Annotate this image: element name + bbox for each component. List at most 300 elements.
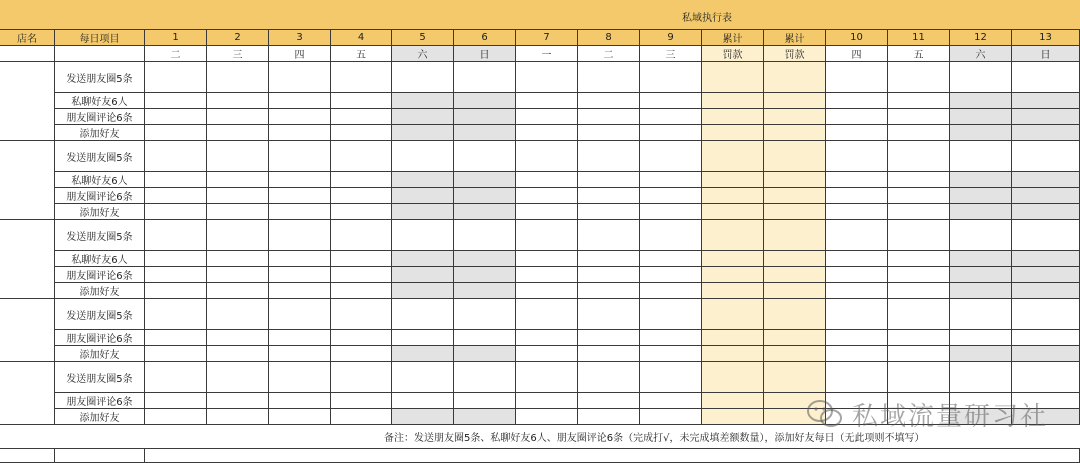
data-cell[interactable] [392,220,454,251]
column-header-4: 4 [331,30,392,46]
data-cell[interactable] [516,299,578,330]
data-cell[interactable] [702,109,764,125]
data-cell[interactable] [888,362,950,393]
data-cell[interactable] [640,125,702,141]
data-cell[interactable] [702,125,764,141]
data-cell[interactable] [578,267,640,283]
data-cell[interactable] [702,220,764,251]
data-cell[interactable] [331,62,392,93]
data-cell[interactable] [950,251,1012,267]
data-cell[interactable] [702,267,764,283]
data-cell[interactable] [392,188,454,204]
data-cell[interactable] [145,362,207,393]
data-cell[interactable] [454,330,516,346]
data-cell[interactable] [1012,204,1080,220]
data-cell[interactable] [640,188,702,204]
data-cell[interactable] [702,362,764,393]
data-cell[interactable] [454,204,516,220]
data-cell[interactable] [331,93,392,109]
data-cell[interactable] [516,141,578,172]
data-cell[interactable] [269,409,331,425]
weekday-header-3: 四 [269,46,331,62]
data-cell[interactable] [578,188,640,204]
store-name-cell-1[interactable] [0,62,55,141]
data-cell[interactable] [331,267,392,283]
data-cell[interactable] [392,409,454,425]
data-cell[interactable] [516,346,578,362]
data-cell[interactable] [516,188,578,204]
data-cell[interactable] [145,330,207,346]
data-cell[interactable] [392,204,454,220]
store-name-cell-3[interactable] [0,220,55,299]
data-cell[interactable] [145,299,207,330]
data-cell[interactable] [640,299,702,330]
data-cell[interactable] [578,141,640,172]
data-cell[interactable] [392,362,454,393]
store-name-cell-5[interactable] [0,362,55,425]
data-cell[interactable] [826,346,888,362]
data-cell[interactable] [826,141,888,172]
data-cell[interactable] [764,299,826,330]
data-cell[interactable] [454,172,516,188]
data-cell[interactable] [764,188,826,204]
data-cell[interactable] [640,283,702,299]
data-cell[interactable] [207,346,269,362]
data-cell[interactable] [454,141,516,172]
data-cell[interactable] [207,109,269,125]
sheet-title-banner [0,0,1080,30]
data-cell[interactable] [392,251,454,267]
data-cell[interactable] [640,220,702,251]
data-cell[interactable] [888,283,950,299]
data-cell[interactable] [640,393,702,409]
data-cell[interactable] [702,188,764,204]
data-cell[interactable] [826,220,888,251]
data-cell[interactable] [269,109,331,125]
data-cell[interactable] [269,93,331,109]
data-cell[interactable] [578,251,640,267]
data-cell[interactable] [826,283,888,299]
weekday-header-7: 一 [516,46,578,62]
wechat-icon [806,399,844,429]
data-cell[interactable] [207,188,269,204]
data-cell[interactable] [207,204,269,220]
data-cell[interactable] [331,330,392,346]
data-cell[interactable] [764,141,826,172]
data-cell[interactable] [269,141,331,172]
store-header: 店名 [0,30,55,46]
data-cell[interactable] [269,204,331,220]
data-cell[interactable] [578,299,640,330]
data-cell[interactable] [578,62,640,93]
data-cell[interactable] [516,109,578,125]
watermark [806,394,1048,434]
data-cell[interactable] [145,409,207,425]
data-cell[interactable] [950,204,1012,220]
data-cell[interactable] [950,109,1012,125]
data-cell[interactable] [640,251,702,267]
data-cell[interactable] [826,299,888,330]
data-cell[interactable] [454,93,516,109]
data-cell[interactable] [392,330,454,346]
data-cell[interactable] [331,141,392,172]
item-label-3-2: 私聊好友6人 [55,251,145,267]
data-cell[interactable] [269,62,331,93]
data-cell[interactable] [1012,330,1080,346]
data-cell[interactable] [331,220,392,251]
data-cell[interactable] [1012,251,1080,267]
data-cell[interactable] [207,299,269,330]
data-cell[interactable] [888,109,950,125]
data-cell[interactable] [950,62,1012,93]
data-cell[interactable] [207,362,269,393]
daily-items-header-blank [55,46,145,62]
data-cell[interactable] [888,220,950,251]
data-cell[interactable] [640,362,702,393]
data-cell[interactable] [454,125,516,141]
data-cell[interactable] [888,188,950,204]
data-cell[interactable] [764,220,826,251]
footer-cell-3[interactable] [145,449,1080,463]
data-cell[interactable] [1012,299,1080,330]
data-cell[interactable] [145,204,207,220]
data-cell[interactable] [640,109,702,125]
item-label-2-3: 朋友圈评论6条 [55,188,145,204]
data-cell[interactable] [516,125,578,141]
data-cell[interactable] [207,267,269,283]
data-cell[interactable] [331,283,392,299]
item-label-1-2: 私聊好友6人 [55,93,145,109]
data-cell[interactable] [145,267,207,283]
data-cell[interactable] [578,362,640,393]
data-cell[interactable] [269,125,331,141]
data-cell[interactable] [331,204,392,220]
data-cell[interactable] [826,251,888,267]
data-cell[interactable] [888,62,950,93]
data-cell[interactable] [516,172,578,188]
data-cell[interactable] [269,330,331,346]
data-cell[interactable] [826,62,888,93]
data-cell[interactable] [764,330,826,346]
data-cell[interactable] [578,330,640,346]
data-cell[interactable] [702,330,764,346]
data-cell[interactable] [702,141,764,172]
data-cell[interactable] [702,393,764,409]
data-cell[interactable] [454,251,516,267]
data-cell[interactable] [640,409,702,425]
data-cell[interactable] [578,93,640,109]
data-cell[interactable] [145,220,207,251]
data-cell[interactable] [950,299,1012,330]
data-cell[interactable] [454,283,516,299]
data-cell[interactable] [640,172,702,188]
data-cell[interactable] [950,172,1012,188]
data-cell[interactable] [392,267,454,283]
data-cell[interactable] [826,125,888,141]
data-cell[interactable] [1012,188,1080,204]
data-cell[interactable] [331,109,392,125]
data-cell[interactable] [207,251,269,267]
data-cell[interactable] [764,251,826,267]
data-cell[interactable] [950,267,1012,283]
data-cell[interactable] [516,62,578,93]
data-cell[interactable] [640,204,702,220]
store-name-cell-2[interactable] [0,141,55,220]
item-label-4-1: 发送朋友圈5条 [55,299,145,330]
column-header-12: 10 [826,30,888,46]
data-cell[interactable] [454,109,516,125]
data-cell[interactable] [888,172,950,188]
data-cell[interactable] [578,393,640,409]
data-cell[interactable] [1012,362,1080,393]
data-cell[interactable] [269,220,331,251]
data-cell[interactable] [702,62,764,93]
data-cell[interactable] [578,220,640,251]
item-label-5-3: 添加好友 [55,409,145,425]
data-cell[interactable] [578,346,640,362]
sheet-title: 私域执行表 [682,13,732,24]
data-cell[interactable] [764,267,826,283]
data-cell[interactable] [392,299,454,330]
data-cell[interactable] [516,93,578,109]
data-cell[interactable] [516,267,578,283]
data-cell[interactable] [702,409,764,425]
data-cell[interactable] [764,62,826,93]
weekday-header-11: 罚款 [764,46,826,62]
data-cell[interactable] [1012,125,1080,141]
data-cell[interactable] [702,93,764,109]
data-cell[interactable] [950,283,1012,299]
data-cell[interactable] [392,393,454,409]
data-cell[interactable] [826,204,888,220]
data-cell[interactable] [640,62,702,93]
data-cell[interactable] [640,346,702,362]
data-cell[interactable] [764,346,826,362]
data-cell[interactable] [1012,220,1080,251]
data-cell[interactable] [454,267,516,283]
data-cell[interactable] [392,141,454,172]
data-cell[interactable] [764,172,826,188]
data-cell[interactable] [392,283,454,299]
data-cell[interactable] [764,93,826,109]
data-cell[interactable] [1012,141,1080,172]
item-label-3-1: 发送朋友圈5条 [55,220,145,251]
data-cell[interactable] [454,409,516,425]
data-cell[interactable] [1012,283,1080,299]
daily-items-header: 每日项目 [55,30,145,46]
data-cell[interactable] [578,125,640,141]
data-cell[interactable] [207,283,269,299]
store-name-cell-4[interactable] [0,299,55,362]
data-cell[interactable] [392,62,454,93]
data-cell[interactable] [950,141,1012,172]
item-label-3-3: 朋友圈评论6条 [55,267,145,283]
data-cell[interactable] [392,125,454,141]
data-cell[interactable] [207,93,269,109]
data-cell[interactable] [1012,172,1080,188]
data-cell[interactable] [207,62,269,93]
data-cell[interactable] [207,125,269,141]
data-cell[interactable] [702,204,764,220]
data-cell[interactable] [578,172,640,188]
data-cell[interactable] [950,220,1012,251]
data-cell[interactable] [454,299,516,330]
data-cell[interactable] [888,330,950,346]
data-cell[interactable] [392,172,454,188]
data-cell[interactable] [145,346,207,362]
data-cell[interactable] [888,346,950,362]
data-cell[interactable] [516,251,578,267]
data-cell[interactable] [702,251,764,267]
data-cell[interactable] [454,346,516,362]
data-cell[interactable] [145,62,207,93]
data-cell[interactable] [207,220,269,251]
data-cell[interactable] [454,188,516,204]
data-cell[interactable] [640,141,702,172]
data-cell[interactable] [331,346,392,362]
data-cell[interactable] [826,109,888,125]
data-cell[interactable] [578,283,640,299]
data-cell[interactable] [950,362,1012,393]
data-cell[interactable] [888,204,950,220]
footer-cell-1[interactable] [0,449,55,463]
data-cell[interactable] [640,267,702,283]
column-header-9: 9 [640,30,702,46]
data-cell[interactable] [702,283,764,299]
data-cell[interactable] [764,109,826,125]
data-cell[interactable] [516,393,578,409]
data-cell[interactable] [454,393,516,409]
data-cell[interactable] [1012,62,1080,93]
data-cell[interactable] [516,362,578,393]
data-cell[interactable] [145,393,207,409]
data-cell[interactable] [269,362,331,393]
data-cell[interactable] [702,172,764,188]
data-cell[interactable] [454,220,516,251]
data-cell[interactable] [145,109,207,125]
data-cell[interactable] [578,409,640,425]
data-cell[interactable] [207,393,269,409]
data-cell[interactable] [269,267,331,283]
data-cell[interactable] [145,283,207,299]
data-cell[interactable] [145,93,207,109]
data-cell[interactable] [269,251,331,267]
data-cell[interactable] [826,93,888,109]
item-label-2-1: 发送朋友圈5条 [55,141,145,172]
data-cell[interactable] [516,330,578,346]
item-label-3-4: 添加好友 [55,283,145,299]
data-cell[interactable] [1012,346,1080,362]
data-cell[interactable] [207,409,269,425]
data-cell[interactable] [331,188,392,204]
data-cell[interactable] [331,362,392,393]
data-cell[interactable] [145,125,207,141]
data-cell[interactable] [640,330,702,346]
data-cell[interactable] [516,409,578,425]
weekday-header-2: 三 [207,46,269,62]
data-cell[interactable] [888,125,950,141]
data-cell[interactable] [331,251,392,267]
data-cell[interactable] [454,62,516,93]
data-cell[interactable] [826,330,888,346]
data-cell[interactable] [269,393,331,409]
item-label-1-3: 朋友圈评论6条 [55,109,145,125]
data-cell[interactable] [1012,267,1080,283]
data-cell[interactable] [702,346,764,362]
data-cell[interactable] [888,251,950,267]
data-cell[interactable] [392,93,454,109]
data-cell[interactable] [516,283,578,299]
data-cell[interactable] [207,141,269,172]
weekday-header-5: 六 [392,46,454,62]
weekday-header-13: 五 [888,46,950,62]
data-cell[interactable] [331,172,392,188]
data-cell[interactable] [516,204,578,220]
column-header-6: 6 [454,30,516,46]
data-cell[interactable] [888,141,950,172]
data-cell[interactable] [145,141,207,172]
data-cell[interactable] [578,204,640,220]
data-cell[interactable] [516,220,578,251]
data-cell[interactable] [269,172,331,188]
data-cell[interactable] [331,393,392,409]
data-cell[interactable] [764,362,826,393]
data-cell[interactable] [454,362,516,393]
data-cell[interactable] [888,93,950,109]
data-cell[interactable] [764,204,826,220]
data-cell[interactable] [826,172,888,188]
data-cell[interactable] [269,299,331,330]
data-cell[interactable] [702,299,764,330]
data-cell[interactable] [331,299,392,330]
data-cell[interactable] [1012,93,1080,109]
data-cell[interactable] [269,188,331,204]
data-cell[interactable] [826,267,888,283]
data-cell[interactable] [578,109,640,125]
data-cell[interactable] [207,330,269,346]
column-header-11: 累计 [764,30,826,46]
data-cell[interactable] [331,125,392,141]
item-label-1-4: 添加好友 [55,125,145,141]
data-cell[interactable] [888,267,950,283]
data-cell[interactable] [640,93,702,109]
data-cell[interactable] [145,172,207,188]
data-cell[interactable] [764,125,826,141]
data-cell[interactable] [392,346,454,362]
data-cell[interactable] [331,409,392,425]
data-cell[interactable] [764,283,826,299]
data-cell[interactable] [207,172,269,188]
weekday-header-15: 日 [1012,46,1080,62]
data-cell[interactable] [826,362,888,393]
item-label-4-2: 朋友圈评论6条 [55,330,145,346]
data-cell[interactable] [392,109,454,125]
data-cell[interactable] [269,283,331,299]
column-header-2: 2 [207,30,269,46]
data-cell[interactable] [145,188,207,204]
data-cell[interactable] [826,188,888,204]
data-cell[interactable] [950,188,1012,204]
data-cell[interactable] [888,299,950,330]
data-cell[interactable] [950,93,1012,109]
footer-cell-2[interactable] [55,449,145,463]
data-cell[interactable] [145,251,207,267]
data-cell[interactable] [950,125,1012,141]
data-cell[interactable] [950,346,1012,362]
data-cell[interactable] [950,330,1012,346]
data-cell[interactable] [1012,109,1080,125]
data-cell[interactable] [269,346,331,362]
